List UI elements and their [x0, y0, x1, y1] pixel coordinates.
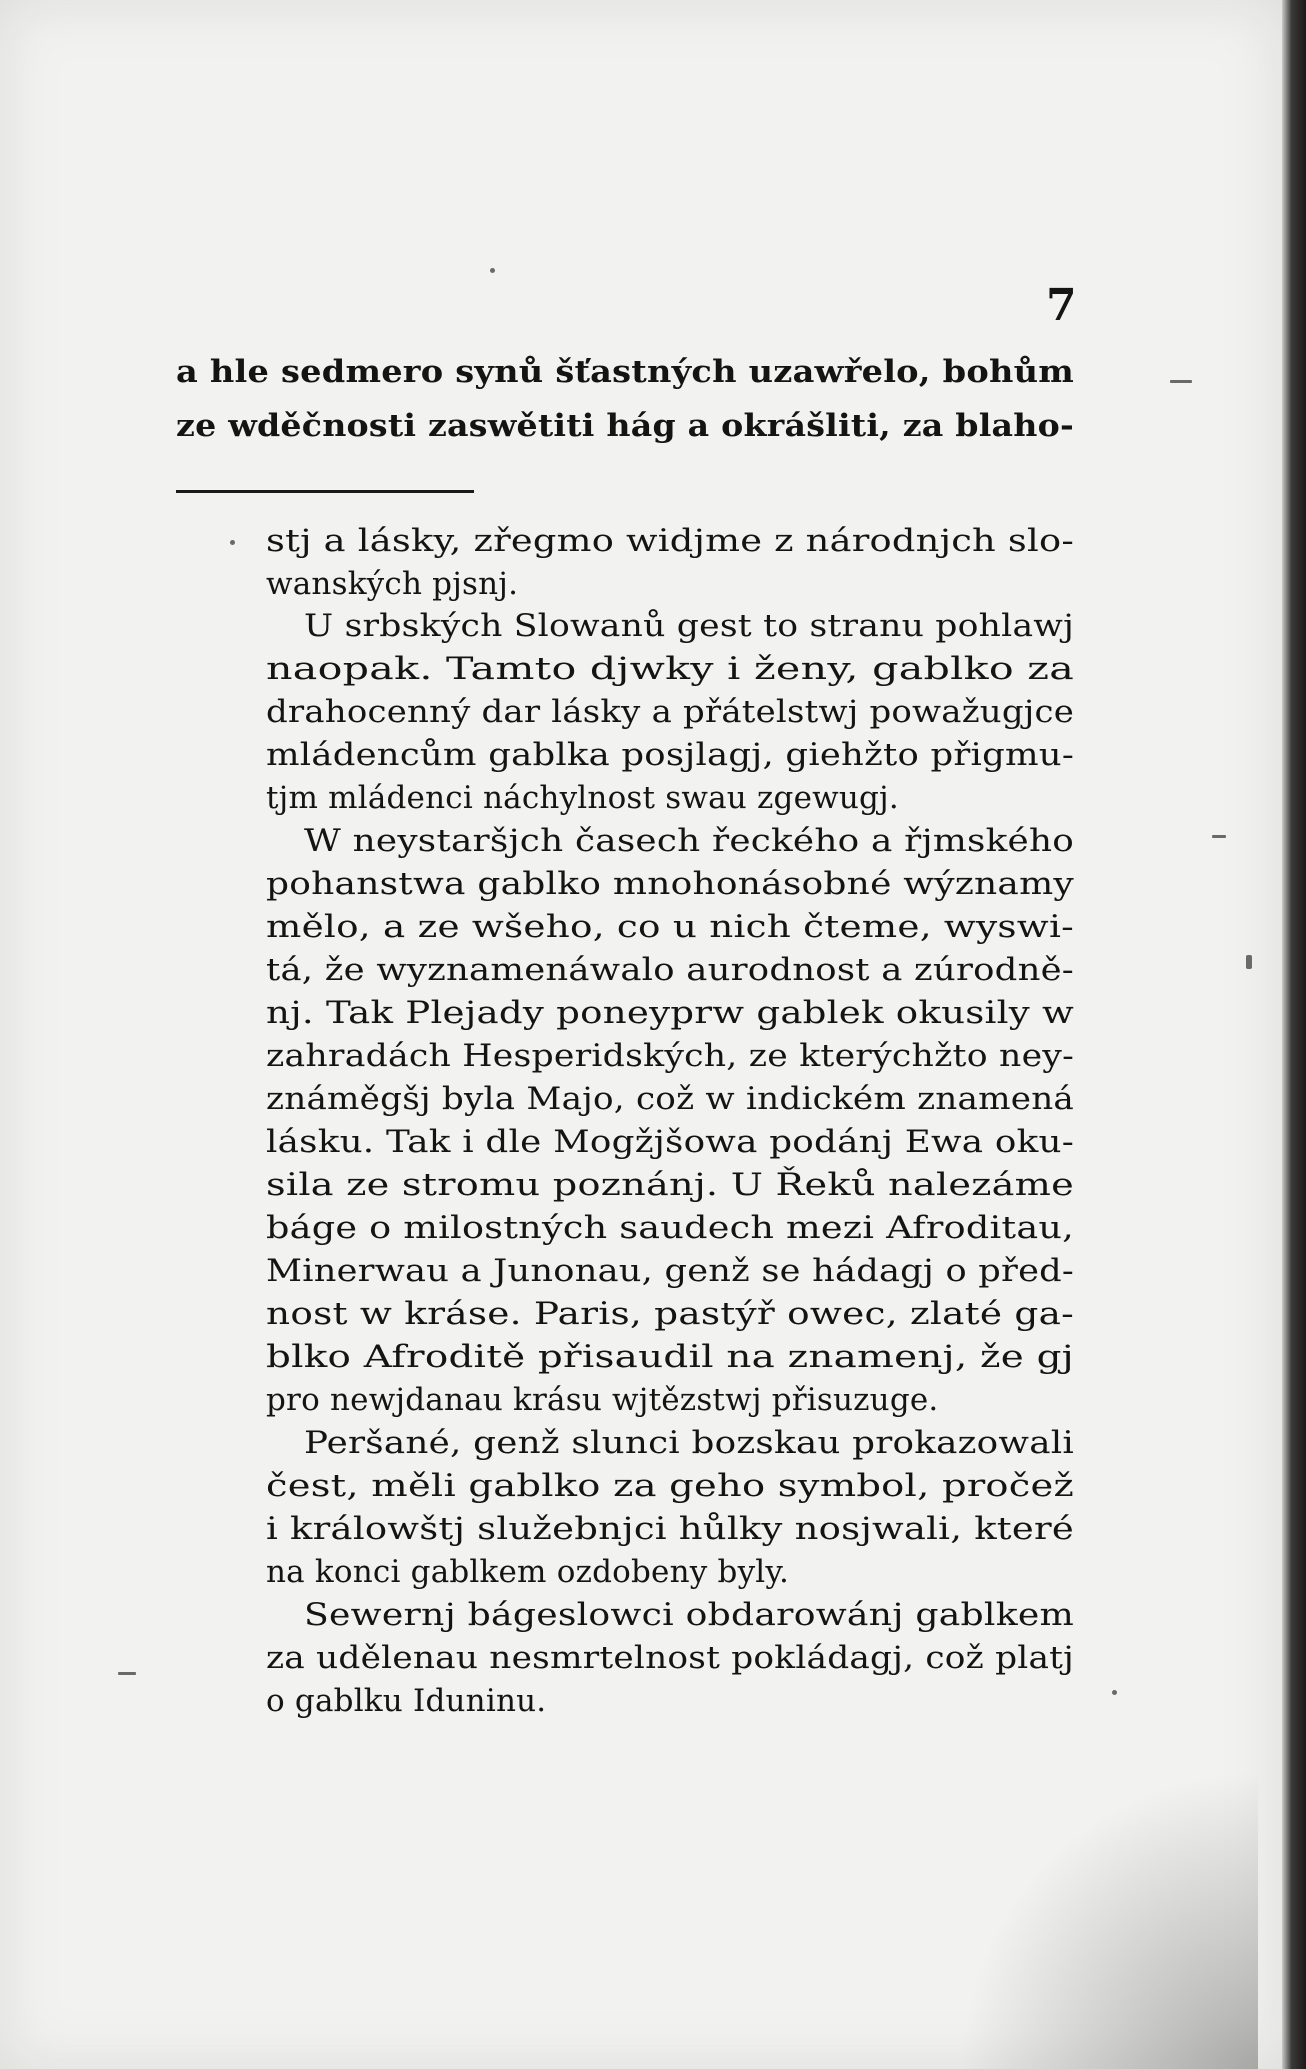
paper-speck: [1212, 835, 1226, 838]
text-line: známěgšj byla Majo, což w indickém znamená: [266, 1081, 1075, 1117]
paper-speck: [118, 1672, 136, 1675]
text-line: naopak. Tamto djwky i ženy, gablko za: [266, 651, 1075, 687]
text-line: ze wděčnosti zaswětiti hág a okrášliti, za blaho-: [176, 408, 1075, 444]
text-line: Sewernj bágeslowci obdarowánj gablkem: [304, 1597, 1075, 1633]
text-line: i králowštj služebnjci hůlky nosjwali, které: [266, 1511, 1074, 1547]
text-line: sila ze stromu poznánj. U Řeků nalezáme: [266, 1167, 1074, 1203]
footnote-divider: [176, 490, 474, 493]
paper-speck: [230, 540, 235, 545]
text-line: blko Afroditě přisaudil na znamenj, že gj: [266, 1339, 1074, 1375]
text-line: nost w kráse. Paris, pastýř owec, zlaté ga-: [266, 1296, 1075, 1332]
text-line: o gablku Iduninu.: [266, 1683, 547, 1719]
text-line: zahradách Hesperidských, ze kterýchžto ney-: [266, 1038, 1075, 1074]
text-line: pro newjdanau krásu wjtězstwj přisuzuge.: [266, 1382, 939, 1418]
text-line: tjm mládenci náchylnost swau zgewugj.: [266, 780, 899, 816]
text-line: za udělenau nesmrtelnost pokládagj, což platj: [266, 1640, 1075, 1676]
text-line: mládencům gablka posjlagj, giehžto přigmu-: [266, 737, 1075, 773]
text-line: wanských pjsnj.: [266, 566, 519, 602]
text-line: a hle sedmero synů šťastných uzawřelo, bohům: [176, 354, 1075, 390]
text-line: nj. Tak Plejady poneyprw gablek okusily w: [266, 995, 1075, 1031]
text-line: báge o milostných saudech mezi Afroditau,: [266, 1210, 1075, 1246]
text-line: Peršané, genž slunci bozskau prokazowali: [304, 1425, 1075, 1461]
page-stain: [958, 1769, 1258, 2069]
text-line: na konci gablkem ozdobeny byly.: [266, 1554, 790, 1590]
text-line: tá, že wyznamenáwalo aurodnost a zúrodně-: [266, 952, 1074, 988]
text-line: drahocenný dar lásky a přátelstwj powažugjce: [266, 694, 1075, 730]
text-line: pohanstwa gablko mnohonásobné wýznamy: [266, 866, 1075, 902]
paper-speck: [1170, 380, 1192, 383]
text-line: stj a lásky, zřegmo widjme z národnjch slo-: [266, 523, 1075, 559]
text-line: W neystaršjch časech řeckého a řjmského: [304, 823, 1075, 859]
paper-speck: [1112, 1690, 1117, 1695]
page-number: 7: [1046, 280, 1077, 331]
text-line: čest, měli gablko za geho symbol, pročež: [266, 1468, 1075, 1504]
text-line: mělo, a ze wšeho, co u nich čteme, wyswi-: [266, 909, 1074, 945]
page-edge-shadow: [1282, 0, 1306, 2069]
text-line: Minerwau a Junonau, genž se hádagj o před-: [266, 1253, 1074, 1289]
text-line: lásku. Tak i dle Mogžjšowa podánj Ewa oku-: [266, 1124, 1075, 1160]
text-line: U srbských Slowanů gest to stranu pohlawj: [304, 608, 1075, 644]
paper-speck: [490, 268, 495, 273]
paper-speck: [1246, 955, 1252, 969]
